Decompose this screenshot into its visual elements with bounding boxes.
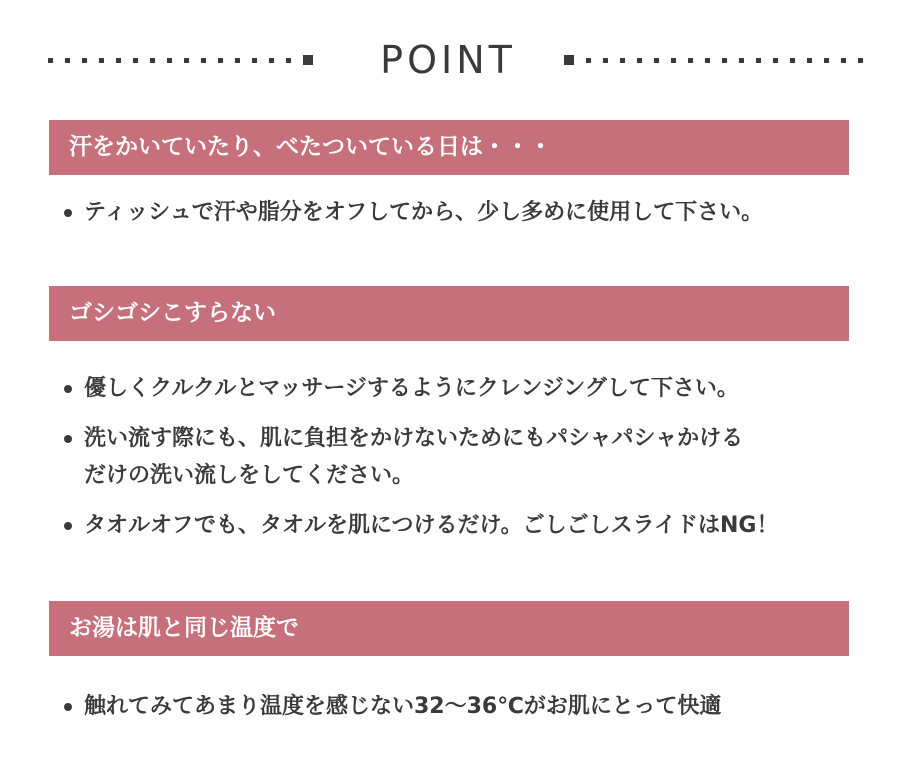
list-item-text: 触れてみてあまり温度を感じない32〜36℃がお肌にとって快適 xyxy=(84,694,722,719)
bullet-icon xyxy=(64,435,72,443)
list-item-text: 洗い流す際にも、肌に負担をかけないためにもパシャパシャかける xyxy=(84,426,744,451)
decorative-dots-right xyxy=(564,54,863,66)
section-heading-no-scrub: ゴシゴシこすらない xyxy=(49,286,849,341)
section-list-sweat xyxy=(62,194,852,231)
page-title: POINT xyxy=(380,38,516,82)
section-heading-water-temperature: お湯は肌と同じ温度で xyxy=(49,601,849,656)
list-item-text-continued: だけの洗い流しをしてください。 xyxy=(84,463,415,488)
title-row xyxy=(48,30,850,90)
bullet-icon xyxy=(64,385,72,393)
list-item-text: ティッシュで汗や脂分をオフしてから、少し多めに使用して下さい。 xyxy=(84,200,764,225)
list-item xyxy=(62,194,852,231)
bullet-icon xyxy=(64,522,72,530)
section-heading-sweat: 汗をかいていたり、べたついている日は・・・ xyxy=(49,120,849,175)
list-item xyxy=(62,507,852,544)
list-item xyxy=(62,420,852,494)
section-list-water-temperature xyxy=(62,688,852,725)
list-item-text: 優しくクルクルとマッサージするようにクレンジングして下さい。 xyxy=(84,376,739,401)
list-item-text: タオルオフでも、タオルを肌につけるだけ。ごしごしスライドはNG！ xyxy=(84,513,779,538)
decorative-dots-left xyxy=(48,54,313,66)
list-item xyxy=(62,688,852,725)
bullet-icon xyxy=(64,209,72,217)
bullet-icon xyxy=(64,703,72,711)
section-list-no-scrub xyxy=(62,370,852,557)
list-item xyxy=(62,370,852,407)
